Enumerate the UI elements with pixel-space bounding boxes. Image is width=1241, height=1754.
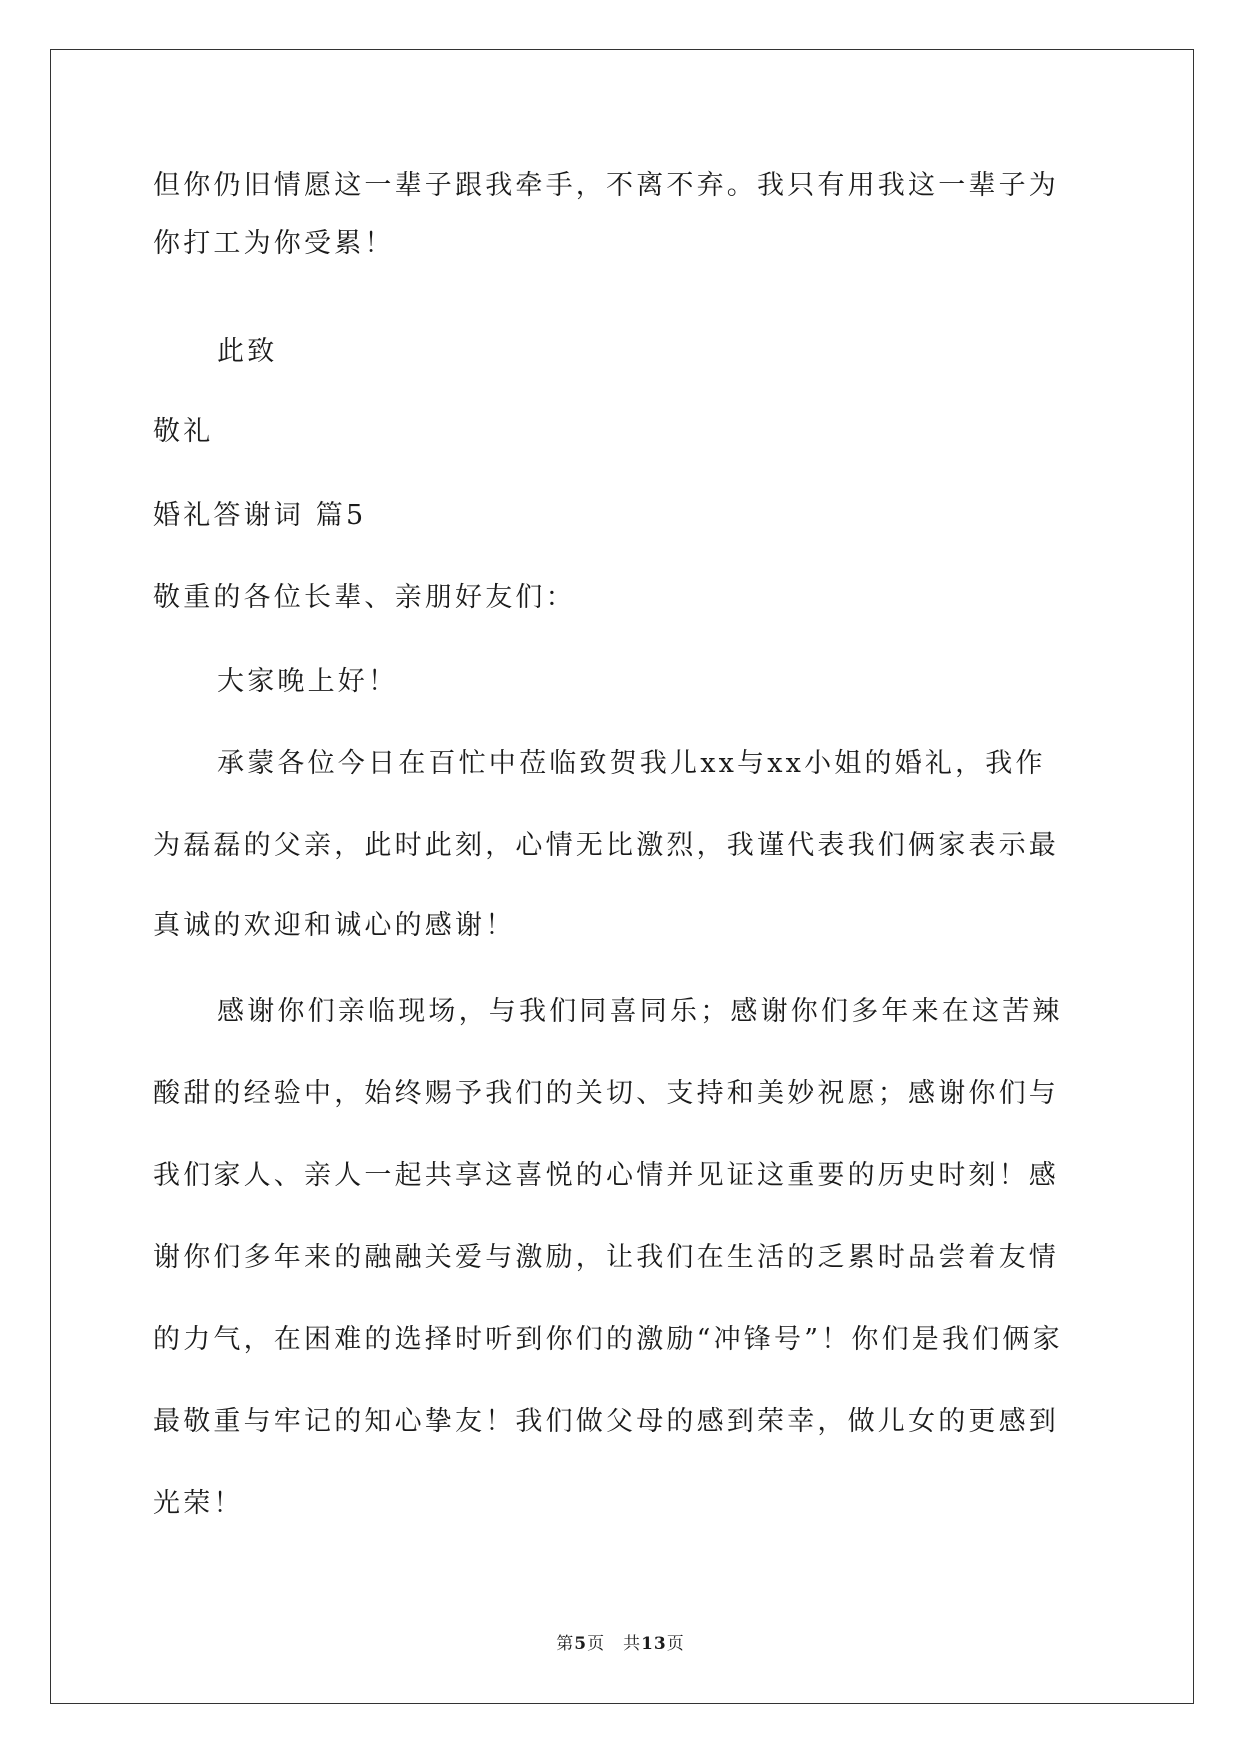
paragraph-line: 的力气，在困难的选择时听到你们的激励“冲锋号”！你们是我们俩家 [153,1324,1063,1355]
paragraph-line: 你打工为你受累！ [153,228,395,259]
paragraph-line: 为磊磊的父亲，此时此刻，心情无比激烈，我谨代表我们俩家表示最 [153,830,1059,861]
total-label-suffix: 页 [666,1634,685,1654]
paragraph-line: 感谢你们亲临现场，与我们同喜同乐；感谢你们多年来在这苦辣 [217,996,1063,1027]
page-label-suffix: 页 [587,1634,606,1654]
paragraph-line: 承蒙各位今日在百忙中莅临致贺我儿xx与xx小姐的婚礼，我作 [217,748,1046,779]
total-label-prefix: 共 [623,1634,642,1654]
greeting-line: 敬重的各位长辈、亲朋好友们： [153,582,576,613]
paragraph-line: 谢你们多年来的融融关爱与激励，让我们在生活的乏累时品尝着友情 [153,1242,1059,1273]
paragraph-line: 酸甜的经验中，始终赐予我们的关切、支持和美妙祝愿；感谢你们与 [153,1078,1059,1109]
paragraph-line: 真诚的欢迎和诚心的感谢！ [153,910,516,941]
page-border [50,49,1194,1704]
closing-salutation: 此致 [217,336,278,367]
paragraph-line: 光荣！ [153,1488,244,1519]
paragraph-line: 我们家人、亲人一起共享这喜悦的心情并见证这重要的历史时刻！感 [153,1160,1059,1191]
page-number: 5 [574,1634,588,1654]
page-footer [0,1632,1241,1656]
closing-regards: 敬礼 [153,416,214,447]
section-heading: 婚礼答谢词 篇5 [153,500,367,531]
paragraph-line: 但你仍旧情愿这一辈子跟我牵手，不离不弃。我只有用我这一辈子为 [153,170,1059,201]
page-label-prefix: 第 [556,1634,575,1654]
total-pages: 13 [641,1634,667,1654]
paragraph-line: 最敬重与牢记的知心挚友！我们做父母的感到荣幸，做儿女的更感到 [153,1406,1059,1437]
greeting-line: 大家晚上好！ [217,666,399,697]
